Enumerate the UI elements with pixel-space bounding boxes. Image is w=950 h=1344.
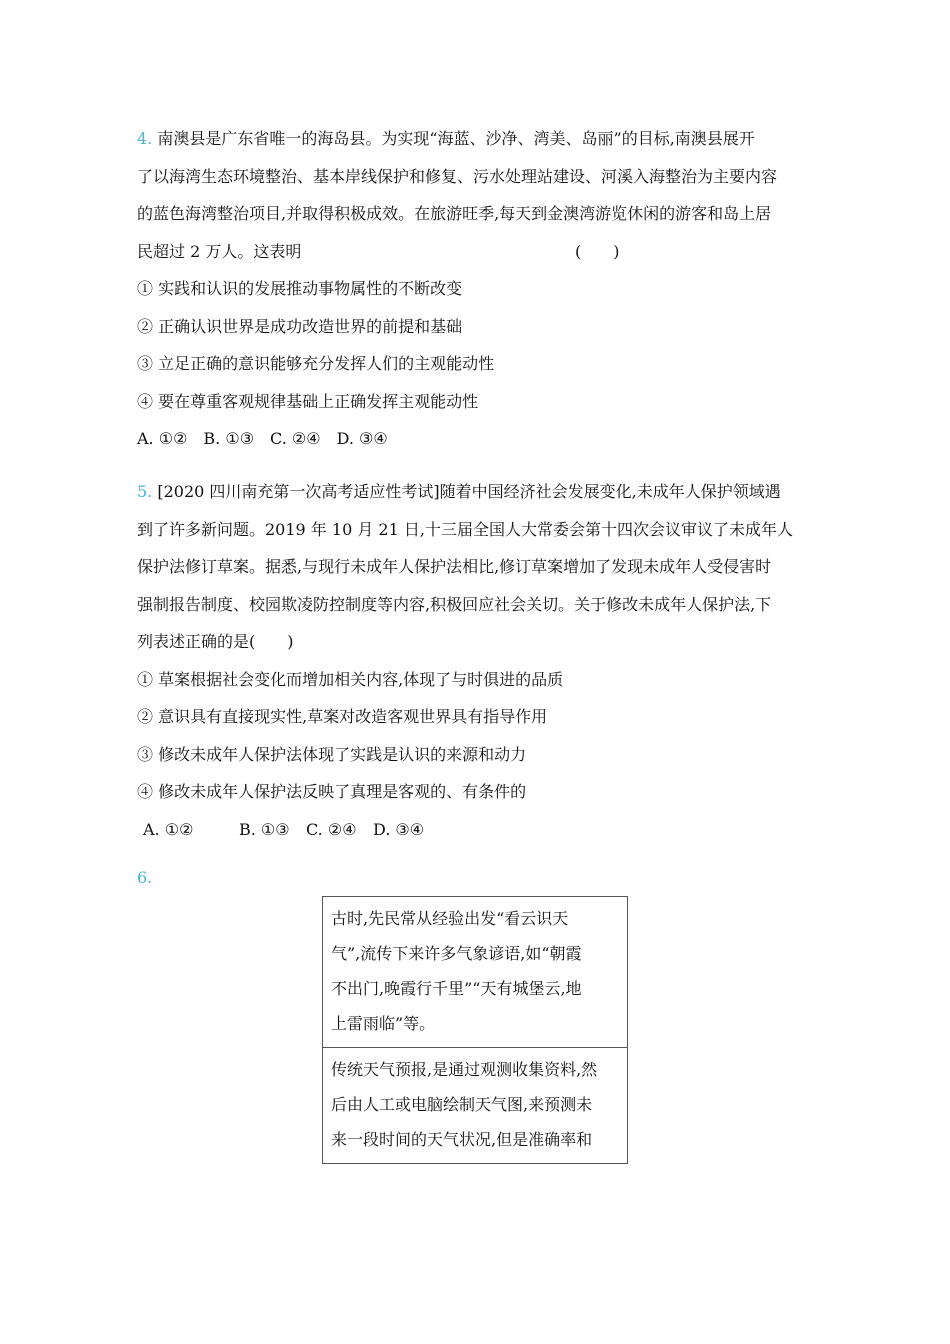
- q6-cell2-line-3: 来一段时间的天气状况,但是准确率和: [331, 1130, 593, 1149]
- q4-number: 4.: [137, 129, 153, 148]
- q5-line-3: 保护法修订草案。据悉,与现行未成年人保护法相比,修订草案增加了发现未成年人受侵害时: [137, 557, 772, 576]
- q5-option-c: C. ②④: [306, 819, 357, 839]
- q5-options: [137, 811, 817, 849]
- q6-number: 6.: [137, 868, 153, 887]
- q5-line-5: 列表述正确的是( ): [137, 632, 294, 651]
- q4-line-1: [137, 120, 817, 158]
- q4-text-4: 民超过 2 万人。这表明: [137, 241, 302, 261]
- q4-options: A. ①② B. ①③ C. ②④ D. ③④: [137, 429, 388, 448]
- question-6: [137, 859, 817, 897]
- q6-cell1-line-3: 不出门,晚霞行千里”“天有城堡云,地: [331, 979, 582, 998]
- q5-statement-3: ③ 修改未成年人保护法体现了实践是认识的来源和动力: [137, 744, 527, 764]
- q4-statement-4: ④ 要在尊重客观规律基础上正确发挥主观能动性: [137, 391, 479, 411]
- q5-statement-1: ① 草案根据社会变化而增加相关内容,体现了与时俱进的品质: [137, 669, 564, 689]
- q6-cell1-line-1: 古时,先民常从经验出发“看云识天: [331, 909, 569, 928]
- q4-line-4: [137, 233, 817, 271]
- q4-line-3: 的蓝色海湾整治项目,并取得积极成效。在旅游旺季,每天到金澳湾游览休闲的游客和岛上居: [137, 204, 772, 223]
- question-5: [137, 473, 817, 848]
- q6-cell2-line-1: 传统天气预报,是通过观测收集资料,然: [331, 1060, 598, 1079]
- q6-cell1-line-2: 气”,流传下来许多气象谚语,如“朝霞: [331, 944, 582, 963]
- q4-statement-1: ① 实践和认识的发展推动事物属性的不断改变: [137, 279, 463, 298]
- q6-table-cell-1: [323, 897, 627, 1047]
- q4-statement-3: ③ 立足正确的意识能够充分发挥人们的主观能动性: [137, 354, 495, 373]
- q5-statement-4: ④ 修改未成年人保护法反映了真理是客观的、有条件的: [137, 782, 527, 801]
- q5-line-2: 到了许多新问题。2019 年 10 月 21 日,十三届全国人大常委会第十四次会议审议了未成年人: [137, 519, 793, 539]
- q5-line-1: [137, 473, 817, 511]
- q5-number: 5.: [137, 482, 153, 501]
- q6-cell2-line-2: 后由人工或电脑绘制天气图,来预测未: [331, 1095, 593, 1114]
- q5-option-b: B. ①③: [239, 819, 290, 839]
- q5-option-a: A. ①②: [143, 819, 194, 839]
- q5-option-d: D. ③④: [373, 819, 425, 839]
- q6-table-cell-2: [323, 1047, 627, 1163]
- q4-answer-paren: ( ): [575, 241, 620, 261]
- q5-text-1: [2020 四川南充第一次高考适应性考试]随着中国经济社会发展变化,未成年人保护领域遇: [157, 482, 781, 501]
- q4-text-1: 南澳县是广东省唯一的海岛县。为实现“海蓝、沙净、湾美、岛丽”的目标,南澳县展开: [157, 129, 755, 148]
- question-4: [137, 120, 817, 458]
- q5-statement-2: ② 意识具有直接现实性,草案对改造客观世界具有指导作用: [137, 707, 548, 726]
- q6-material-table: [322, 896, 628, 1164]
- q4-line-2: 了以海湾生态环境整治、基本岸线保护和修复、污水处理站建设、河溪入海整治为主要内容: [137, 166, 778, 186]
- q4-statement-2: ② 正确认识世界是成功改造世界的前提和基础: [137, 316, 463, 336]
- q6-cell1-line-4: 上雷雨临”等。: [331, 1014, 436, 1033]
- q6-line-1: [137, 859, 817, 897]
- q5-line-4: 强制报告制度、校园欺凌防控制度等内容,积极回应社会关切。关于修改未成年人保护法,下: [137, 594, 772, 614]
